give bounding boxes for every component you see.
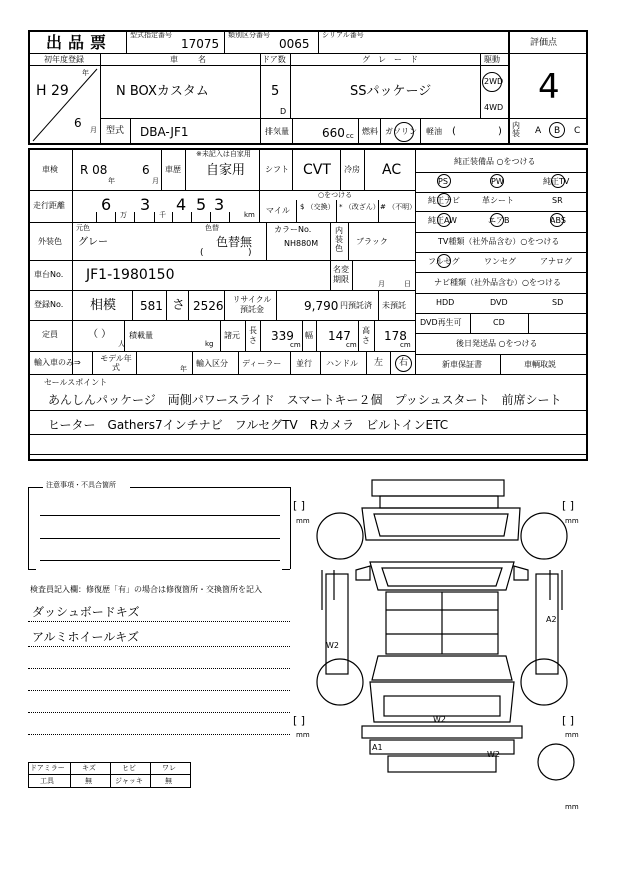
navi-sd: SD (552, 298, 564, 307)
sales-line-1: あんしんパッケージ 両側パワースライド スマートキー２個 プッシュスタート 前席シート (48, 393, 562, 407)
displacement-unit: cc (346, 132, 354, 140)
tire-fr-bracket: [ ] (562, 499, 575, 512)
interior-label: 内装 (512, 121, 520, 138)
fuel-circle (394, 122, 414, 142)
equip-aw: 純正AW (428, 216, 457, 225)
equip-pw: PW (491, 177, 504, 186)
history-note: ※未記入は自家用 (196, 150, 251, 158)
interior-color-label: 内装色 (335, 226, 343, 253)
tv-fullseg: フルセグ (428, 257, 460, 266)
navi-dvd: DVD (490, 298, 508, 307)
navi-hdd: HDD (436, 298, 455, 307)
recycle-label: リサイクル預託金 (232, 295, 272, 314)
interior-b-circle (549, 122, 565, 138)
missing-h1: ドアミラー (30, 764, 65, 772)
equip-airbag-circle (490, 213, 504, 227)
inspector-label: 検査員記入欄：修復歴「有」の場合は修復箇所・交換箇所を記入 (30, 585, 262, 594)
equip-abs-circle (550, 213, 564, 227)
length-label: 長さ (249, 326, 257, 345)
car-diagram (300, 470, 590, 800)
handle-left: 左 (374, 358, 384, 368)
width-label: 幅 (305, 331, 313, 340)
equip-tv: 純正TV (543, 177, 570, 186)
tire-rl-bracket: [ ] (293, 714, 306, 727)
mark-a2-right: A2 (546, 615, 557, 624)
ac-value: AC (382, 162, 402, 178)
handle-right-circle (395, 355, 412, 372)
warranty-label: 新車保証書 (442, 360, 482, 369)
category-label: 類別区分番号 (228, 31, 270, 39)
cd-label: CD (493, 318, 505, 327)
fuel-label: 燃料 (362, 127, 378, 136)
drive-2wd-circle (482, 72, 502, 92)
history-value: 自家用 (206, 163, 246, 178)
equip-airbag: エアB (488, 216, 510, 225)
model-year-unit: 年 (180, 365, 187, 373)
missing-r2: 無 (85, 777, 92, 785)
name-change-day: 日 (404, 280, 411, 288)
score-label: 評価点 (530, 38, 558, 48)
unknown-label: # （不明） (380, 203, 417, 211)
length-value: 339 (271, 329, 294, 343)
repaint-bracket: ( (200, 248, 204, 258)
shaken-era: R 08 (80, 163, 108, 177)
dvd-play-label: DVD再生可 (420, 318, 462, 327)
diesel-bracket-close: ) (498, 126, 502, 137)
sales-line-2: ヒーター Gathers7インチナビ フルセグTV Rカメラ ビルトインETC (48, 418, 449, 432)
equip-abs: ABS (550, 216, 566, 225)
tire-rr-bracket: [ ] (562, 714, 575, 727)
name-change-label: 名変期限 (333, 265, 349, 284)
interior-color-value: ブラック (356, 237, 388, 246)
drive-4wd: 4WD (484, 103, 504, 112)
equip-ps: PS (438, 177, 448, 186)
chassis-label: 車台No. (34, 270, 64, 279)
tire-fr-mm: mm (565, 517, 579, 525)
shift-value: CVT (303, 162, 331, 178)
mileage-label: 走行距離 (33, 201, 65, 210)
model-year-label: モデル年式 (100, 354, 132, 372)
category-no: 0065 (279, 37, 310, 51)
model-label: 型式 (106, 126, 125, 136)
height-unit: cm (400, 341, 411, 349)
tv-title: TV種類（社外品含む）○をつける (438, 237, 560, 246)
tire-rr-mm: mm (565, 731, 579, 739)
reg-class: 581 (140, 299, 163, 313)
drive-2wd: 2WD (484, 77, 504, 86)
mileage-digit-4: 5 (196, 195, 207, 214)
missing-r4: 無 (165, 777, 172, 785)
import-label: 輸入車のみ⇒ (34, 358, 81, 367)
capacity-label: 定員 (42, 330, 58, 339)
model-value: DBA-JF1 (140, 125, 189, 139)
capacity-unit: 人 (118, 340, 125, 348)
import-type-label: 輸入区分 (196, 359, 228, 368)
caution-label: 注意事項・不具合箇所 (46, 481, 116, 489)
repaint-bracket-close: ) (248, 248, 252, 258)
orig-color-label: 元色 (76, 224, 90, 232)
mileage-digit-5: 3 (214, 195, 225, 214)
exchanged-label: $ （交換） (300, 203, 335, 211)
color-label: 外装色 (38, 237, 62, 246)
tire-rl-mm: mm (296, 731, 310, 739)
tire-fl-bracket: [ ] (293, 499, 306, 512)
repaint-label: 色替 (205, 224, 219, 232)
door-type: D (280, 107, 287, 116)
handle-right: 右 (399, 358, 409, 368)
spare-mm: mm (565, 803, 579, 811)
altered-label: * （改ざん） (339, 203, 380, 211)
grade-value: SSパッケージ (350, 84, 432, 99)
mile-note: ○をつける (318, 191, 353, 199)
shaken-label: 車検 (42, 165, 58, 174)
interior-a: A (535, 126, 542, 136)
kg-unit: kg (205, 340, 214, 348)
load-label: 積載量 (129, 331, 153, 340)
man-unit: 万 (120, 211, 127, 219)
mark-w2-bumper: W2 (487, 750, 500, 759)
name-label: 車名 (170, 55, 226, 64)
vehicle-name: N BOXカスタム (116, 84, 209, 99)
doors-value: 5 (271, 84, 280, 99)
mark-a1-rear: A1 (372, 743, 383, 752)
fuel-value: ガソリン (385, 127, 417, 136)
grade-label: グレード (362, 55, 426, 64)
mark-w2-left: W2 (326, 641, 339, 650)
type-no: 17075 (181, 37, 220, 51)
equip-aw-circle (437, 213, 451, 227)
displacement-label: 排気量 (265, 127, 289, 136)
sales-label: セールスポイント (44, 378, 108, 387)
length-unit: cm (290, 341, 301, 349)
tv-analog: アナログ (540, 257, 572, 266)
reg-kana: さ (172, 298, 186, 313)
repaint-value: 色替無 (216, 235, 253, 249)
drive-label: 駆動 (484, 55, 500, 64)
shaken-month: 6 (142, 163, 150, 177)
color-value: グレー (78, 237, 108, 248)
dims-label: 諸元 (224, 331, 240, 340)
missing-r1: 工具 (40, 777, 54, 785)
equip-tv-circle (551, 174, 565, 188)
recycle-value: 9,790 (304, 299, 339, 313)
interior-b: B (554, 126, 561, 136)
km-unit: km (244, 211, 255, 219)
missing-h4: ワレ (162, 764, 176, 772)
missing-h3: ヒビ (122, 764, 136, 772)
width-unit: cm (346, 341, 357, 349)
name-change-month: 月 (378, 280, 385, 288)
mark-w2-rear: W2 (433, 715, 446, 724)
first-reg-era: H 29 (36, 83, 69, 99)
mileage-digit-3: 4 (176, 195, 187, 214)
missing-h2: キズ (82, 764, 96, 772)
color-no-value: NH880M (284, 239, 319, 248)
sen-unit: 千 (159, 211, 166, 219)
recycle-pending: 未預託 (382, 301, 406, 310)
year-unit: 年 (82, 69, 89, 77)
serial-label: シリアル番号 (322, 31, 364, 39)
shaken-year-unit: 年 (108, 177, 115, 185)
recycle-unit: 円預託済 (340, 301, 372, 310)
color-no-label: カラーNo. (274, 225, 312, 234)
equip-leather: 革シート (482, 196, 514, 205)
parallel-option: 並行 (296, 359, 312, 368)
handle-label: ハンドル (326, 359, 358, 368)
diesel-label: 軽油 (426, 127, 442, 136)
equip-ps-circle (437, 174, 451, 188)
note-item-1: ダッシュボードキズ (32, 605, 140, 619)
reg-no: 2526 (193, 299, 224, 313)
reg-label: 登録No. (34, 300, 64, 309)
ac-label: 冷房 (344, 165, 360, 174)
chassis-value: JF1-1980150 (86, 267, 175, 283)
type-no-label: 型式指定番号 (130, 31, 172, 39)
history-label: 車歴 (165, 165, 181, 174)
equip-sr: SR (552, 196, 563, 205)
tv-fullseg-circle (437, 254, 451, 268)
score-value: 4 (538, 67, 560, 107)
manual-label: 車輌取説 (524, 360, 556, 369)
diesel-bracket: ( (452, 126, 456, 137)
displacement-value: 660 (322, 126, 345, 140)
interior-c: C (574, 126, 581, 136)
month-unit: 月 (90, 126, 97, 134)
reg-area: 相模 (90, 298, 117, 313)
height-label: 高さ (362, 326, 370, 345)
capacity-value: （ ） (88, 329, 112, 340)
mileage-digit-1: 6 (101, 195, 112, 214)
missing-r3: ジャッキ (115, 777, 143, 785)
navi-title: ナビ種類（社外品含む）○をつける (434, 278, 561, 287)
shaken-month-unit: 月 (152, 177, 159, 185)
equip-pw-circle (490, 174, 504, 188)
equip-navi: 純正ナビ (428, 196, 460, 205)
shift-label: シフト (265, 165, 289, 174)
first-reg-label: 初年度登録 (44, 55, 84, 64)
dealer-option: ディーラー (242, 359, 282, 368)
tv-oneseg: ワンセグ (484, 257, 516, 266)
height-value: 178 (384, 329, 407, 343)
form-title: 出品票 (46, 33, 113, 52)
equip-navi-circle (437, 193, 451, 207)
first-reg-month: 6 (74, 116, 82, 130)
doors-label: ドア数 (262, 55, 286, 64)
mile-label: マイル (266, 206, 290, 215)
width-value: 147 (328, 329, 351, 343)
mileage-digit-2: 3 (140, 195, 151, 214)
note-item-2: アルミホイールキズ (32, 630, 140, 644)
later-title: 後日発送品 ○をつける (456, 339, 538, 348)
oem-title: 純正装備品 ○をつける (454, 157, 536, 166)
tire-fl-mm: mm (296, 517, 310, 525)
